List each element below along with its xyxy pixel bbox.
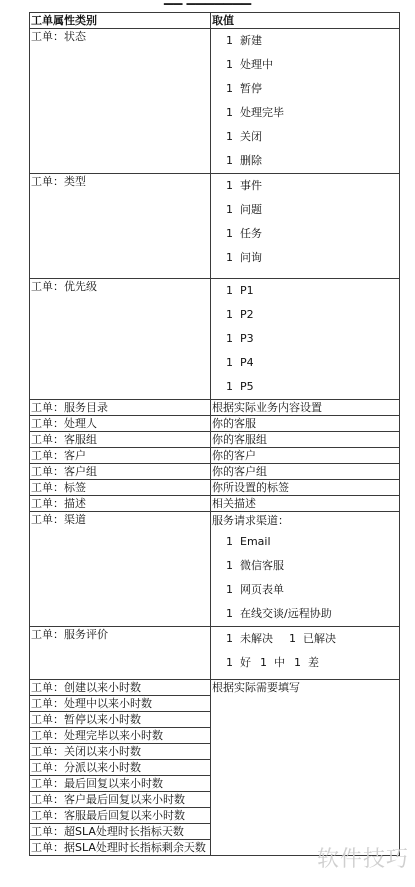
priority-values	[211, 279, 400, 400]
row-label: 工单：标签	[30, 480, 211, 496]
rating-unresolved: 未解决	[240, 632, 273, 645]
row-value: 根据实际业务内容设置	[211, 400, 400, 416]
row-value: 你的客服	[211, 416, 400, 432]
row-label: 工单：客户	[30, 448, 211, 464]
type-option: 1 事件	[226, 179, 262, 192]
table-row	[30, 400, 400, 416]
hours-label: 工单：处理完毕以来小时数	[30, 728, 211, 744]
priority-option: 1 P4	[226, 356, 254, 369]
row-label: 工单：客服组	[30, 432, 211, 448]
channel-intro: 服务请求渠道：	[212, 514, 289, 527]
hours-value: 根据实际需要填写	[211, 680, 400, 856]
hours-label: 工单：据SLA处理时长指标剩余天数	[30, 840, 211, 856]
row-value: 你所设置的标签	[211, 480, 400, 496]
hours-label: 工单：关闭以来小时数	[30, 744, 211, 760]
hours-label: 工单：处理中以来小时数	[30, 696, 211, 712]
rating-values	[211, 627, 400, 680]
priority-option: 1 P1	[226, 284, 254, 297]
type-values	[211, 174, 400, 279]
row-value: 你的客户	[211, 448, 400, 464]
table-row	[30, 416, 400, 432]
channel-option-list	[212, 530, 398, 626]
status-option: 1 新建	[226, 34, 262, 47]
channel-option: 1 网页表单	[226, 583, 284, 596]
table-header-row	[30, 13, 400, 29]
rating-bad: 差	[308, 656, 319, 669]
row-label: 工单：描述	[30, 496, 211, 512]
hours-label: 工单：客服最后回复以来小时数	[30, 808, 211, 824]
priority-option: 1 P3	[226, 332, 254, 345]
priority-option: 1 P5	[226, 380, 254, 393]
channel-values	[211, 512, 400, 627]
status-row	[30, 29, 400, 174]
row-label: 工单：客户组	[30, 464, 211, 480]
priority-option: 1 P2	[226, 308, 254, 321]
row-value: 你的客户组	[211, 464, 400, 480]
rating-good: 好	[240, 656, 251, 669]
type-option: 1 问询	[226, 251, 262, 264]
clipped-title	[0, 0, 415, 5]
table-row	[30, 448, 400, 464]
type-option: 1 问题	[226, 203, 262, 216]
table-row	[30, 680, 400, 696]
status-option: 1 删除	[226, 154, 262, 167]
status-option: 1 暂停	[226, 82, 262, 95]
hours-label: 工单：分派以来小时数	[30, 760, 211, 776]
priority-row	[30, 279, 400, 400]
status-option: 1 处理中	[226, 58, 273, 71]
table-row	[30, 496, 400, 512]
header-value: 取值	[211, 13, 400, 29]
hours-label: 工单：创建以来小时数	[30, 680, 211, 696]
table-row	[30, 432, 400, 448]
status-option: 1 关闭	[226, 130, 262, 143]
rating-line-resolution: 1 未解决 1 已解决	[226, 632, 336, 645]
channel-option: 1 微信客服	[226, 559, 284, 572]
row-label: 工单：服务目录	[30, 400, 211, 416]
header-attribute-category: 工单属性类别	[30, 13, 211, 29]
priority-option-list	[212, 279, 398, 399]
hours-label: 工单：客户最后回复以来小时数	[30, 792, 211, 808]
table-row	[30, 480, 400, 496]
watermark-text: 软件技巧	[316, 847, 409, 872]
table-row	[30, 464, 400, 480]
row-value: 你的客服组	[211, 432, 400, 448]
priority-label: 工单：优先级	[30, 279, 211, 400]
channel-label: 工单：渠道	[30, 512, 211, 627]
hours-label: 工单：暂停以来小时数	[30, 712, 211, 728]
hours-label: 工单：最后回复以来小时数	[30, 776, 211, 792]
status-option: 1 处理完毕	[226, 106, 284, 119]
channel-row	[30, 512, 400, 627]
row-label: 工单：处理人	[30, 416, 211, 432]
type-row	[30, 174, 400, 279]
type-label: 工单：类型	[30, 174, 211, 279]
rating-row	[30, 627, 400, 680]
rating-resolved: 已解决	[303, 632, 336, 645]
type-option: 1 任务	[226, 227, 262, 240]
row-value: 相关描述	[211, 496, 400, 512]
status-option-list	[212, 29, 398, 173]
attribute-table	[29, 12, 400, 856]
status-label: 工单：状态	[30, 29, 211, 174]
rating-line-score: 1 好 1 中 1 差	[226, 656, 319, 669]
hours-label: 工单：超SLA处理时长指标天数	[30, 824, 211, 840]
rating-medium: 中	[274, 656, 285, 669]
status-values	[211, 29, 400, 174]
type-option-list	[212, 174, 398, 270]
channel-option: 1 Email	[226, 535, 271, 548]
rating-label: 工单：服务评价	[30, 627, 211, 680]
channel-option: 1 在线交谈/远程协助	[226, 607, 332, 620]
